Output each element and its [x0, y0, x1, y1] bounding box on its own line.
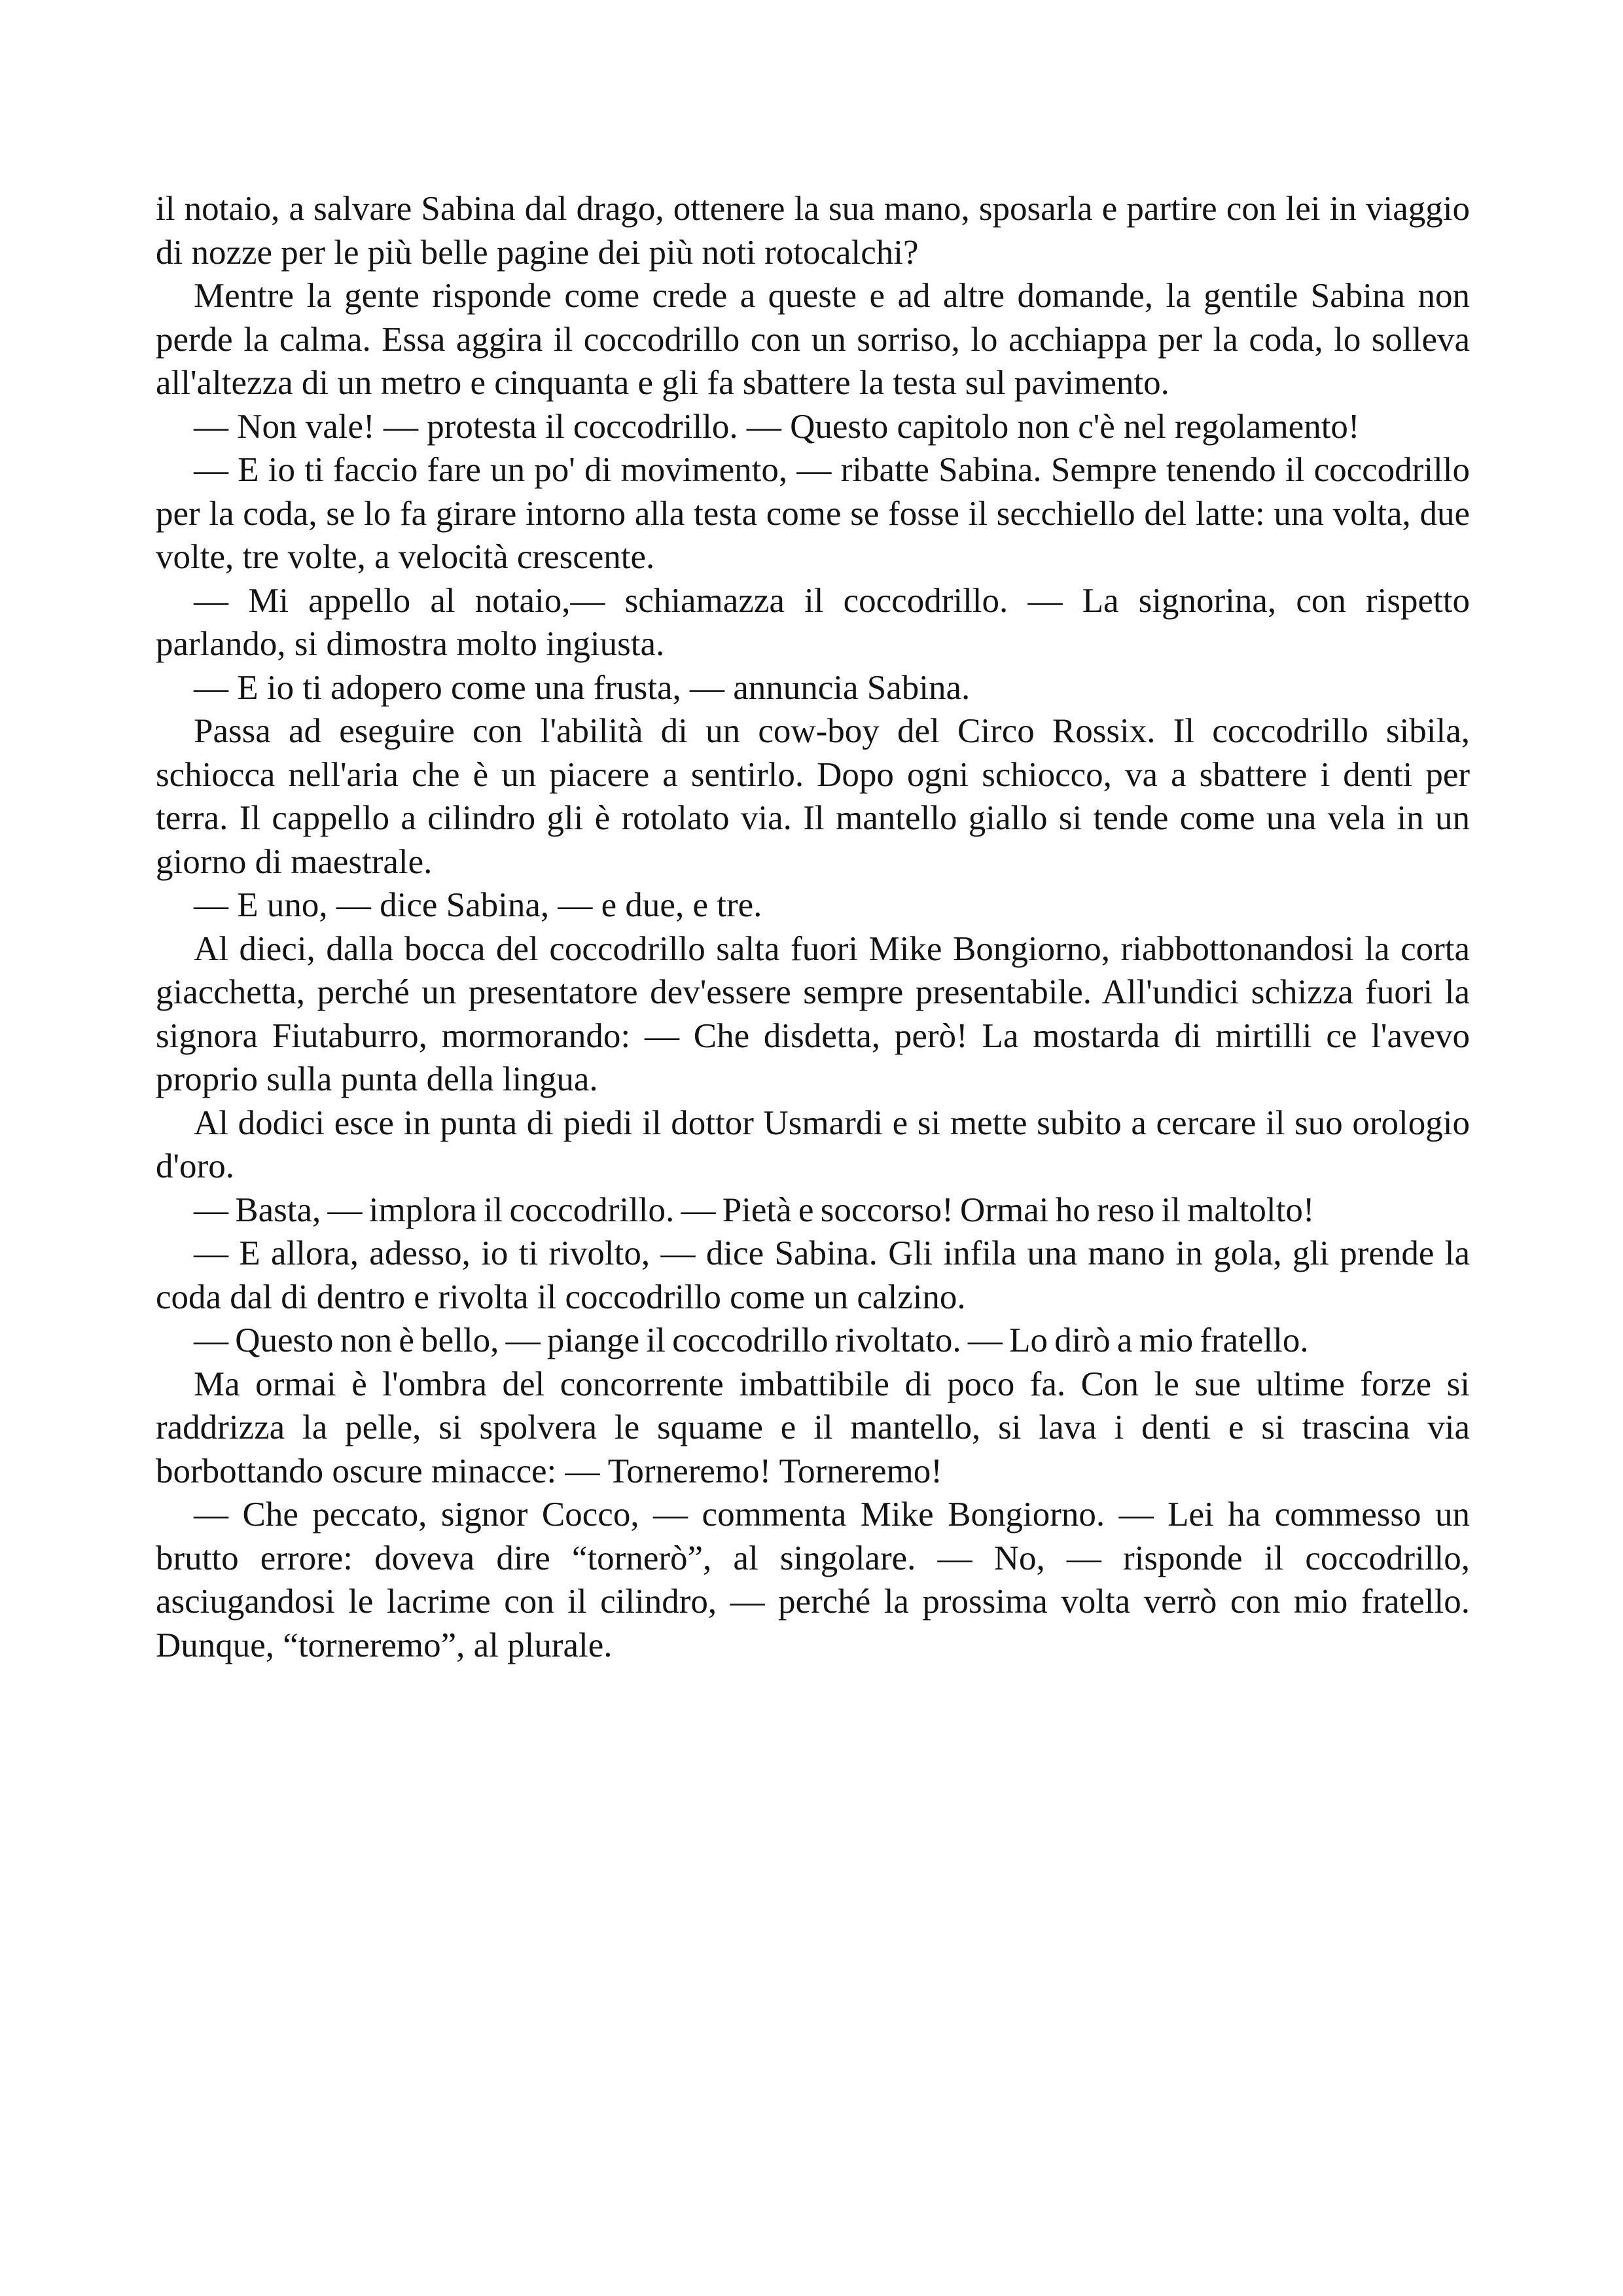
page-body: [156, 187, 1470, 1667]
paragraph-12: — E allora, adesso, io ti rivolto, — dice Sabina. Gli infila una mano in gola, gli prende la coda dal di dentro e rivolta il coccodrillo come un calzino.: [156, 1234, 1470, 1316]
paragraph-10: Al dodici esce in punta di piedi il dottor Usmardi e si mette subito a cercare il suo orologio d'oro.: [156, 1103, 1470, 1185]
paragraph-15: — Che peccato, signor Cocco, — commenta Mike Bongiorno. — Lei ha commesso un brutto errore: doveva dire “tornerò”, al singolare. — No, — risponde il coccodrillo, asciugandosi le lacrime con il cilindro, — perché la prossima volta verrò con mio fratello. Dunque, “torneremo”, al plurale.: [156, 1496, 1470, 1664]
paragraph-3: — Non vale! — protesta il coccodrillo. — Questo capitolo non c'è nel regolamento!: [194, 407, 1360, 446]
paragraph-7: Passa ad eseguire con l'abilità di un cow-boy del Circo Rossix. Il coccodrillo sibila, schiocca nell'aria che è un piacere a sentirlo. Dopo ogni schiocco, va a sbattere i denti per terra. Il cappello a cilindro gli è rotolato via. Il mantello giallo si tende come una vela in un giorno di maestrale.: [156, 712, 1470, 881]
paragraph-13: — Questo non è bello, — piange il coccodrillo rivoltato. — Lo dirò a mio fratello.: [194, 1321, 1309, 1359]
paragraph-9: Al dieci, dalla bocca del coccodrillo salta fuori Mike Bongiorno, riabbottonandosi la corta giacchetta, perché un presentatore dev'essere sempre presentabile. All'undici schizza fuori la signora Fiutaburro, mormorando: — Che disdetta, però! La mostarda di mirtilli ce l'avevo proprio sulla punta della lingua.: [156, 929, 1470, 1098]
paragraph-2: Mentre la gente risponde come crede a queste e ad altre domande, la gentile Sabina non perde la calma. Essa aggira il coccodrillo con un sorriso, lo acchiappa per la coda, lo solleva all'altezza di un metro e cinquanta e gli fa sbattere la testa sul pavimento.: [156, 277, 1470, 402]
paragraph-4: — E io ti faccio fare un po' di movimento, — ribatte Sabina. Sempre tenendo il coccodrillo per la coda, se lo fa girare intorno alla testa come se fosse il secchiello del latte: una volta, due volte, tre volte, a velocità crescente.: [156, 451, 1470, 576]
paragraph-1: il notaio, a salvare Sabina dal drago, ottenere la sua mano, sposarla e partire con lei in viaggio di nozze per le più belle pagine dei più noti rotocalchi?: [156, 190, 1470, 272]
paragraph-14: Ma ormai è l'ombra del concorrente imbattibile di poco fa. Con le sue ultime forze si raddrizza la pelle, si spolvera le squame e il mantello, si lava i denti e si trascina via borbottando oscure minacce: — Torneremo! Torneremo!: [156, 1365, 1470, 1490]
paragraph-11: — Basta, — implora il coccodrillo. — Pietà e soccorso! Ormai ho reso il maltolto!: [194, 1191, 1315, 1229]
paragraph-8: — E uno, — dice Sabina, — e due, e tre.: [194, 886, 762, 924]
paragraph-5: — Mi appello al notaio,— schiamazza il coccodrillo. — La signorina, con rispetto parlando, si dimostra molto ingiusta.: [156, 581, 1470, 663]
paragraph-6: — E io ti adopero come una frusta, — annuncia Sabina.: [194, 668, 971, 707]
